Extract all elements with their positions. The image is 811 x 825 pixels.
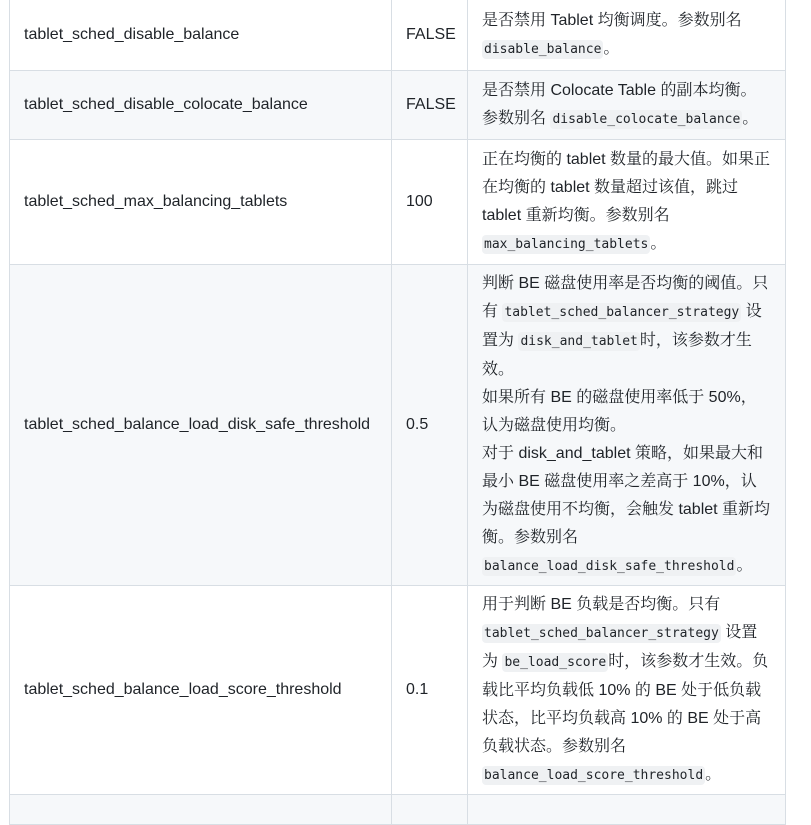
table-row <box>10 140 786 265</box>
table-row <box>10 0 786 71</box>
param-description-cell <box>468 0 786 71</box>
param-description-cell <box>468 265 786 586</box>
description-text: 正在均衡的 tablet 数量的最大值。如果正在均衡的 tablet 数量超过该值，跳过 tablet 重新均衡。参数别名 <box>482 150 771 224</box>
description-text: 对于 disk_and_tablet 策略，如果最大和最小 BE 磁盘使用率之差高于 10%，认为磁盘使用不均衡，会触发 tablet 重新均衡。参数别名 <box>482 444 771 546</box>
description-text: 如果所有 BE 的磁盘使用率低于 50%，认为磁盘使用均衡。 <box>482 388 757 434</box>
table-row <box>10 586 786 795</box>
inline-code: disable_colocate_balance <box>552 111 741 127</box>
table-body <box>10 0 786 825</box>
param-description-cell <box>468 586 786 795</box>
param-name-cell: tablet_sched_disable_colocate_balance <box>10 71 392 140</box>
description-text: 。 <box>736 556 753 574</box>
description-text: 是否禁用 Colocate Table 的副本均衡。参数别名 <box>482 81 757 127</box>
description-text: 时，该参数才生效。 <box>482 331 752 378</box>
param-description-cell <box>468 71 786 140</box>
param-name-cell: tablet_sched_disable_balance <box>10 0 392 71</box>
table-row <box>10 265 786 586</box>
description-text: 设置为 <box>482 623 758 670</box>
param-default-cell: FALSE <box>392 71 468 140</box>
param-name-cell: tablet_sched_max_balancing_tablets <box>10 140 392 265</box>
inline-code: balance_load_disk_safe_threshold <box>484 558 735 574</box>
param-name-cell <box>10 795 392 825</box>
description-text: 。 <box>742 109 759 127</box>
param-name-cell: tablet_sched_balance_load_score_threshold <box>10 586 392 795</box>
param-description-cell <box>468 140 786 265</box>
inline-code: disable_balance <box>484 41 602 57</box>
description-text: 是否禁用 Tablet 均衡调度。参数别名 <box>482 11 742 29</box>
param-default-cell: FALSE <box>392 0 468 71</box>
param-default-cell: 0.1 <box>392 586 468 795</box>
inline-code: balance_load_score_threshold <box>484 767 704 783</box>
inline-code: tablet_sched_balancer_strategy <box>484 625 719 641</box>
inline-code: disk_and_tablet <box>520 333 638 349</box>
description-text: 。 <box>705 765 722 783</box>
param-description-cell <box>468 795 786 825</box>
description-text: 。 <box>603 39 620 57</box>
description-text: 。 <box>650 234 667 252</box>
table-row <box>10 71 786 140</box>
description-text: 设置为 <box>482 302 762 349</box>
param-default-cell: 100 <box>392 140 468 265</box>
param-default-cell <box>392 795 468 825</box>
config-parameters-table <box>9 0 786 825</box>
description-text: 时，该参数才生效。负载比平均负载低 10% 的 BE 处于低负载状态，比平均负载高 10% 的 BE 处于高负载状态。参数别名 <box>482 652 769 755</box>
table-row <box>10 795 786 825</box>
description-text: 判断 BE 磁盘使用率是否均衡的阈值。只有 <box>482 274 769 320</box>
param-default-cell: 0.5 <box>392 265 468 586</box>
inline-code: max_balancing_tablets <box>484 236 649 252</box>
inline-code: be_load_score <box>504 654 607 670</box>
description-text: 用于判断 BE 负载是否均衡。只有 <box>482 595 721 613</box>
param-name-cell: tablet_sched_balance_load_disk_safe_threshold <box>10 265 392 586</box>
inline-code: tablet_sched_balancer_strategy <box>504 304 740 320</box>
